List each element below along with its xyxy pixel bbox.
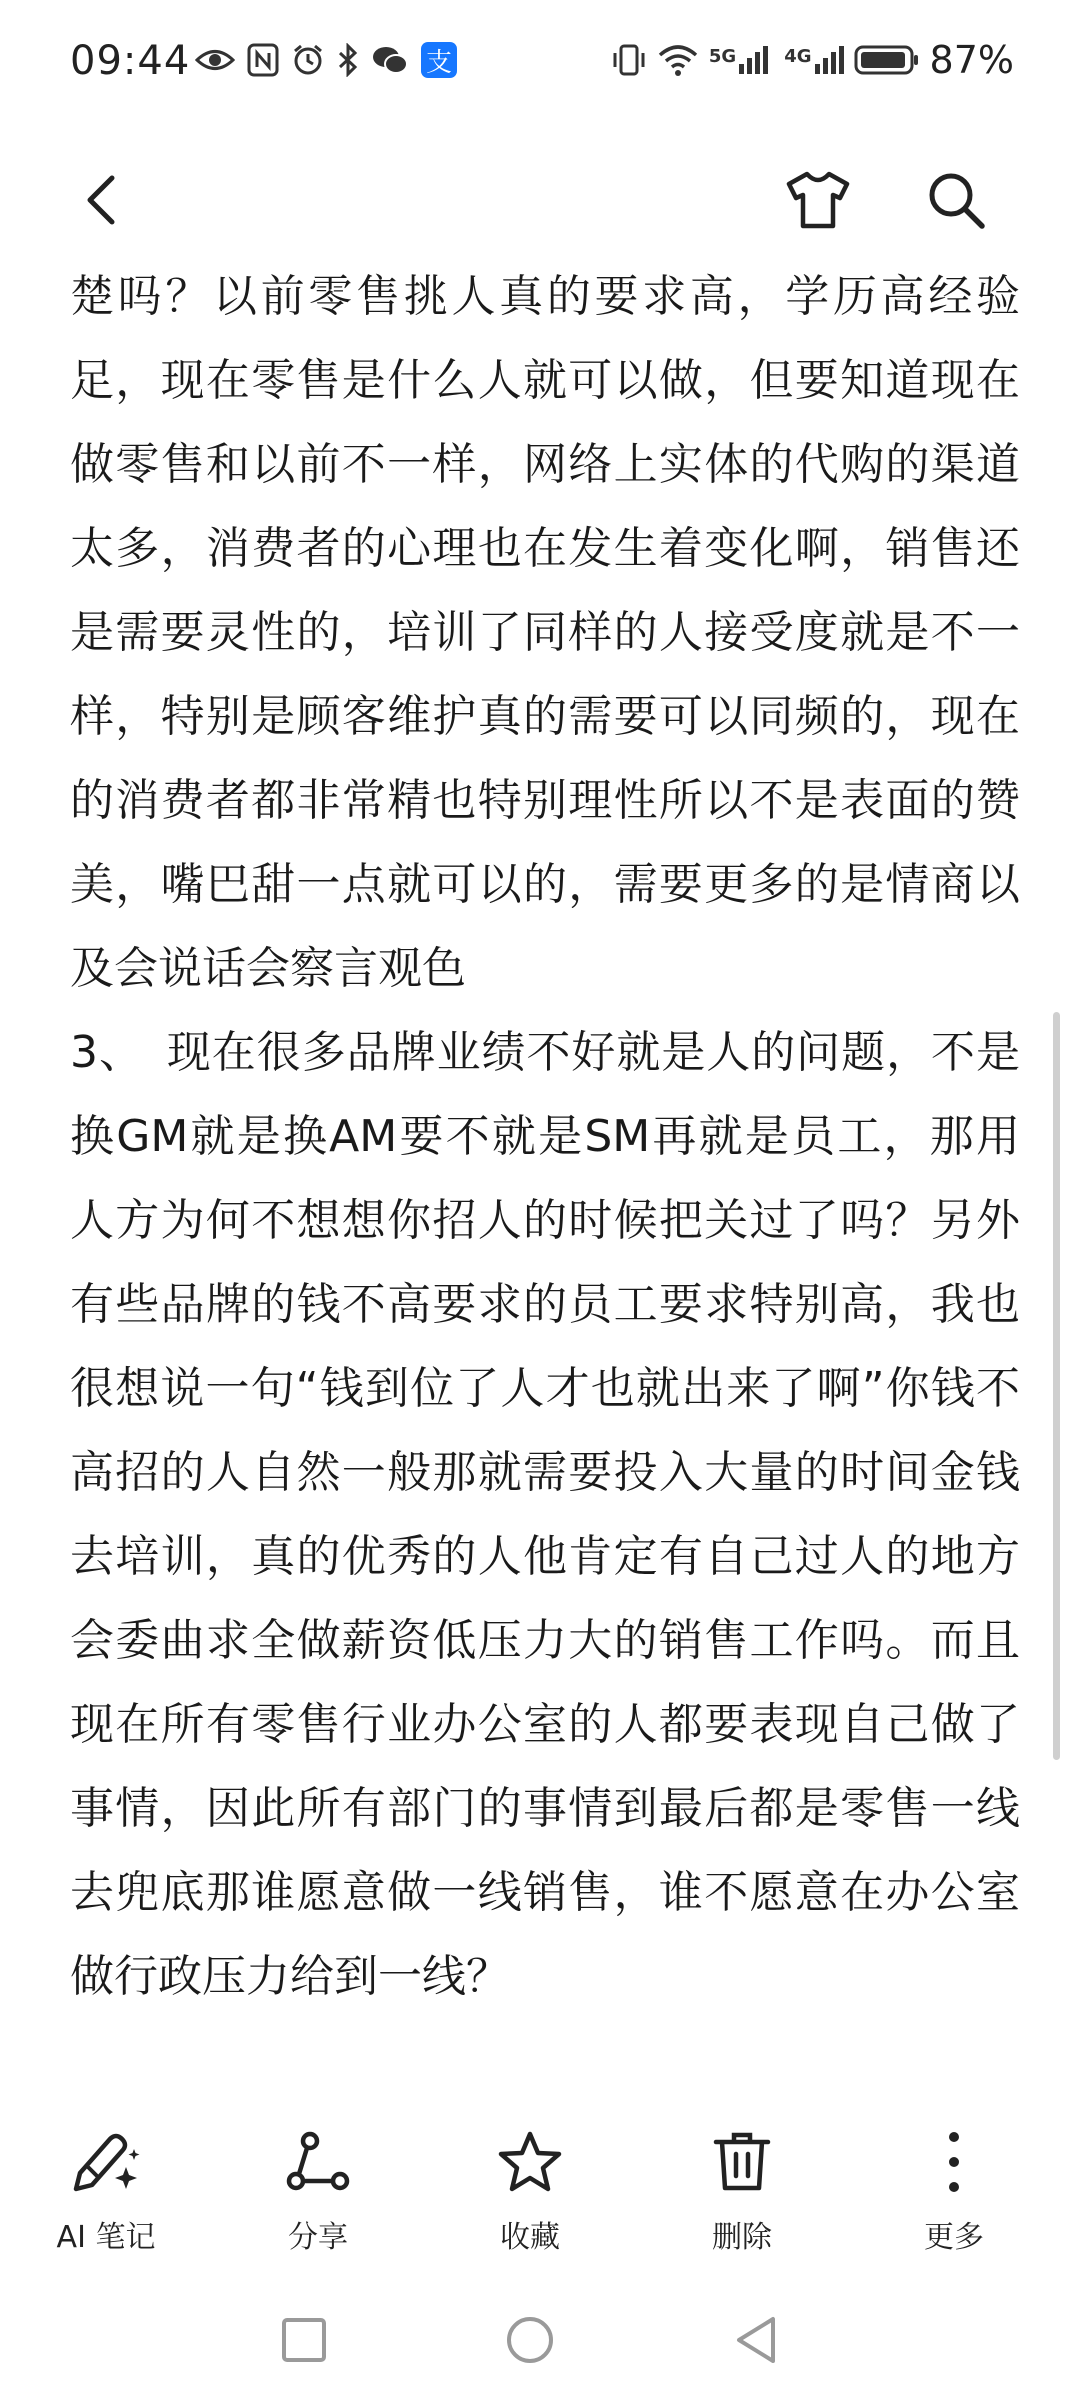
home-button[interactable] (480, 2290, 580, 2390)
share-label: 分享 (288, 2220, 348, 2255)
ai-note-label: AI 笔记 (56, 2220, 156, 2255)
ai-note-button[interactable] (26, 2120, 186, 2270)
favorite-label: 收藏 (500, 2220, 560, 2255)
share-button[interactable] (238, 2120, 398, 2270)
status-time: 09:44 (70, 38, 191, 84)
signal-4g-label: 4G (784, 46, 812, 67)
status-right (611, 38, 1014, 82)
back-triangle-icon (733, 2315, 779, 2365)
battery-icon (854, 43, 920, 77)
vibrate-icon (611, 43, 647, 77)
wifi-icon (657, 43, 699, 77)
bluetooth-icon (337, 43, 359, 77)
alipay-icon (421, 42, 457, 78)
trash-icon (712, 2130, 772, 2194)
more-button[interactable] (874, 2120, 1034, 2270)
back-icon (80, 172, 120, 228)
signal-5g-label: 5G (708, 46, 737, 67)
note-content[interactable] (70, 255, 1020, 2075)
signal-4g-icon (784, 46, 843, 74)
star-icon (497, 2130, 563, 2194)
delete-label: 删除 (712, 2220, 772, 2255)
more-label: 更多 (924, 2220, 984, 2255)
search-button[interactable] (906, 150, 1006, 250)
scrollbar[interactable] (1053, 1012, 1060, 1760)
note-paragraph-1: 楚吗？以前零售挑人真的要求高，学历高经验足，现在零售是什么人就可以做，但要知道现在做零售和以前不一样，网络上实体的代购的渠道太多，消费者的心理也在发生着变化啊，销售还是需要灵性的，培训了同样的人接受度就是不一样，特别是顾客维护真的需要可以同频的，现在的消费者都非常精也特别理性所以不是表面的赞美，嘴巴甜一点就可以的，需要更多的是情商以及会说话会察言观色 (70, 271, 1020, 994)
search-icon (925, 169, 987, 231)
bottom-toolbar (0, 2120, 1080, 2280)
system-nav-bar (0, 2290, 1080, 2398)
eye-icon (195, 45, 235, 75)
top-nav (0, 150, 1080, 250)
favorite-button[interactable] (450, 2120, 610, 2270)
recent-apps-button[interactable] (254, 2290, 354, 2390)
home-icon (505, 2315, 555, 2365)
ai-pen-icon (68, 2127, 144, 2197)
delete-button[interactable] (662, 2120, 822, 2270)
back-button[interactable] (50, 150, 150, 250)
theme-button[interactable] (768, 150, 868, 250)
note-paragraph-2: 3、 现在很多品牌业绩不好就是人的问题，不是换GM就是换AM要不就是SM再就是员工，那用人方为何不想想你招人的时候把关过了吗？另外有些品牌的钱不高要求的员工要求特别高，我也很想说一句“钱到位了人才也就出来了啊”你钱不高招的人自然一般那就需要投入大量的时间金钱去培训，真的优秀的人他肯定有自己过人的地方会委曲求全做薪资低压力大的销售工作吗。而且现在所有零售行业办公室的人都要表现自己做了事情，因此所有部门的事情到最后都是零售一线去兜底那谁愿意做一线销售，谁不愿意在办公室做行政压力给到一线？ (70, 1027, 1020, 2002)
status-left-icons (195, 42, 457, 78)
wechat-icon (371, 44, 409, 76)
signal-5g-icon (709, 46, 768, 74)
system-back-button[interactable] (706, 2290, 806, 2390)
alarm-icon (291, 43, 325, 77)
share-icon (286, 2131, 350, 2193)
more-vertical-icon (944, 2129, 964, 2195)
battery-percent: 87% (929, 38, 1014, 82)
recent-apps-icon (281, 2317, 327, 2363)
status-bar (0, 0, 1080, 130)
alipay-glyph: 支 (425, 47, 452, 78)
nfc-icon (247, 43, 279, 77)
tshirt-icon (785, 170, 851, 230)
